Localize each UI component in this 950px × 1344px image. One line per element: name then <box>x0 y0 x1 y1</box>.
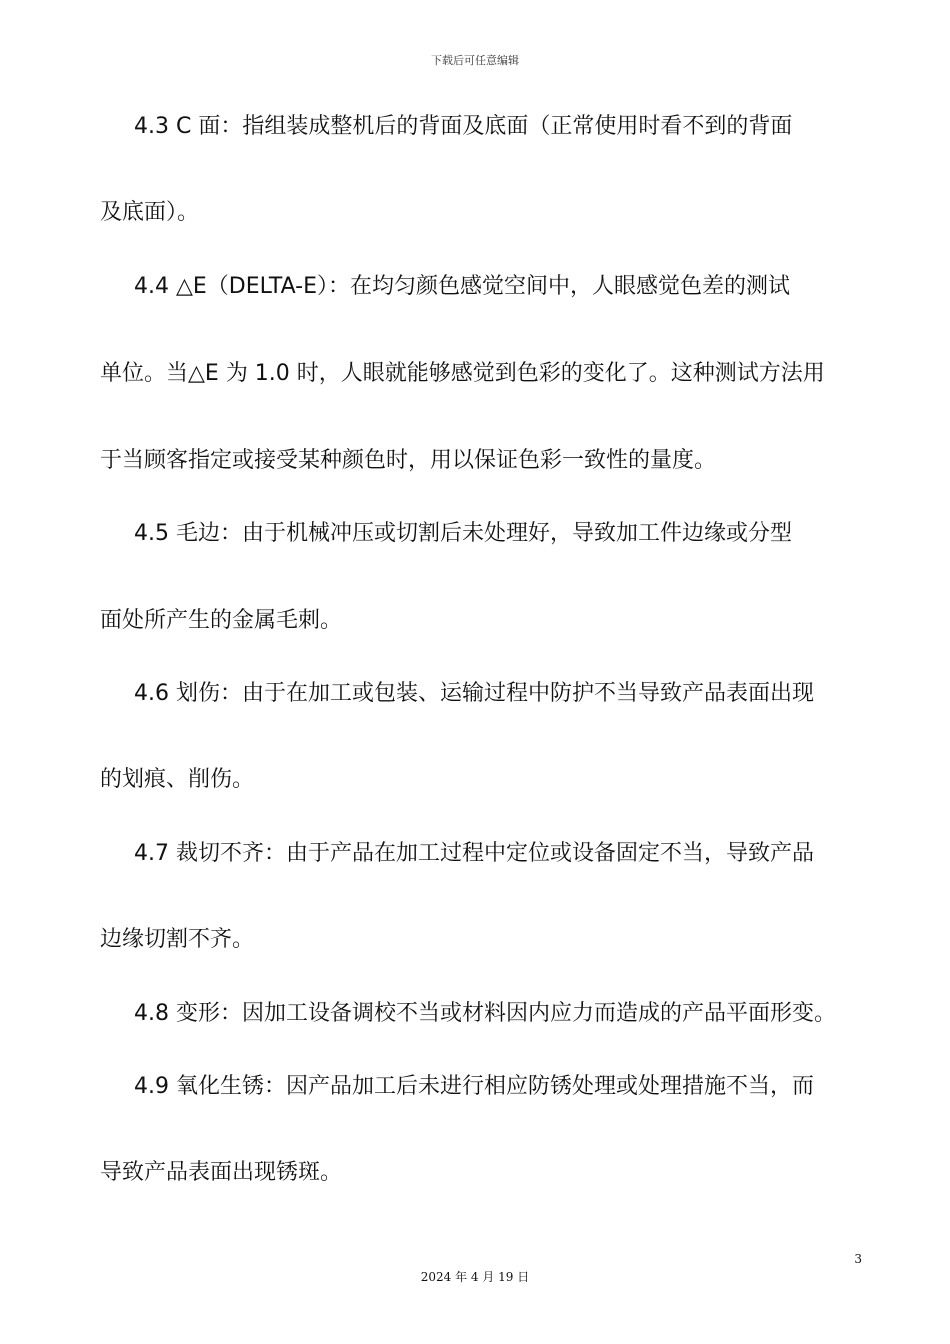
paragraph-line: 4.6 划伤：由于在加工或包装、运输过程中防护不当导致产品表面出现 <box>134 681 814 706</box>
paragraph-line: 4.3 C 面：指组装成整机后的背面及底面（正常使用时看不到的背面 <box>134 114 793 139</box>
paragraph-line: 4.7 裁切不齐：由于产品在加工过程中定位或设备固定不当，导致产品 <box>134 841 814 866</box>
paragraph-line: 及底面）。 <box>100 200 200 225</box>
paragraph-line: 4.4 △E（DELTA-E）：在均匀颜色感觉空间中，人眼感觉色差的测试 <box>134 274 791 299</box>
paragraph-line: 4.5 毛边：由于机械冲压或切割后未处理好，导致加工件边缘或分型 <box>134 521 792 546</box>
paragraph-line: 的划痕、削伤。 <box>100 767 255 792</box>
page-number: 3 <box>854 1252 862 1266</box>
paragraph-line: 边缘切割不齐。 <box>100 927 255 952</box>
page-header: 下载后可任意编辑 <box>431 54 519 67</box>
paragraph-line: 4.8 变形：因加工设备调校不当或材料因内应力而造成的产品平面形变。 <box>134 1001 836 1026</box>
paragraph-line: 导致产品表面出现锈斑。 <box>100 1160 343 1185</box>
paragraph-line: 面处所产生的金属毛刺。 <box>100 608 343 633</box>
paragraph-line: 4.9 氧化生锈：因产品加工后未进行相应防锈处理或处理措施不当，而 <box>134 1074 814 1099</box>
paragraph-line: 单位。当△E 为 1.0 时，人眼就能够感觉到色彩的变化了。这种测试方法用 <box>100 361 825 386</box>
paragraph-line: 于当顾客指定或接受某种颜色时，用以保证色彩一致性的量度。 <box>100 448 717 473</box>
footer-date: 2024 年 4 月 19 日 <box>420 1270 530 1284</box>
